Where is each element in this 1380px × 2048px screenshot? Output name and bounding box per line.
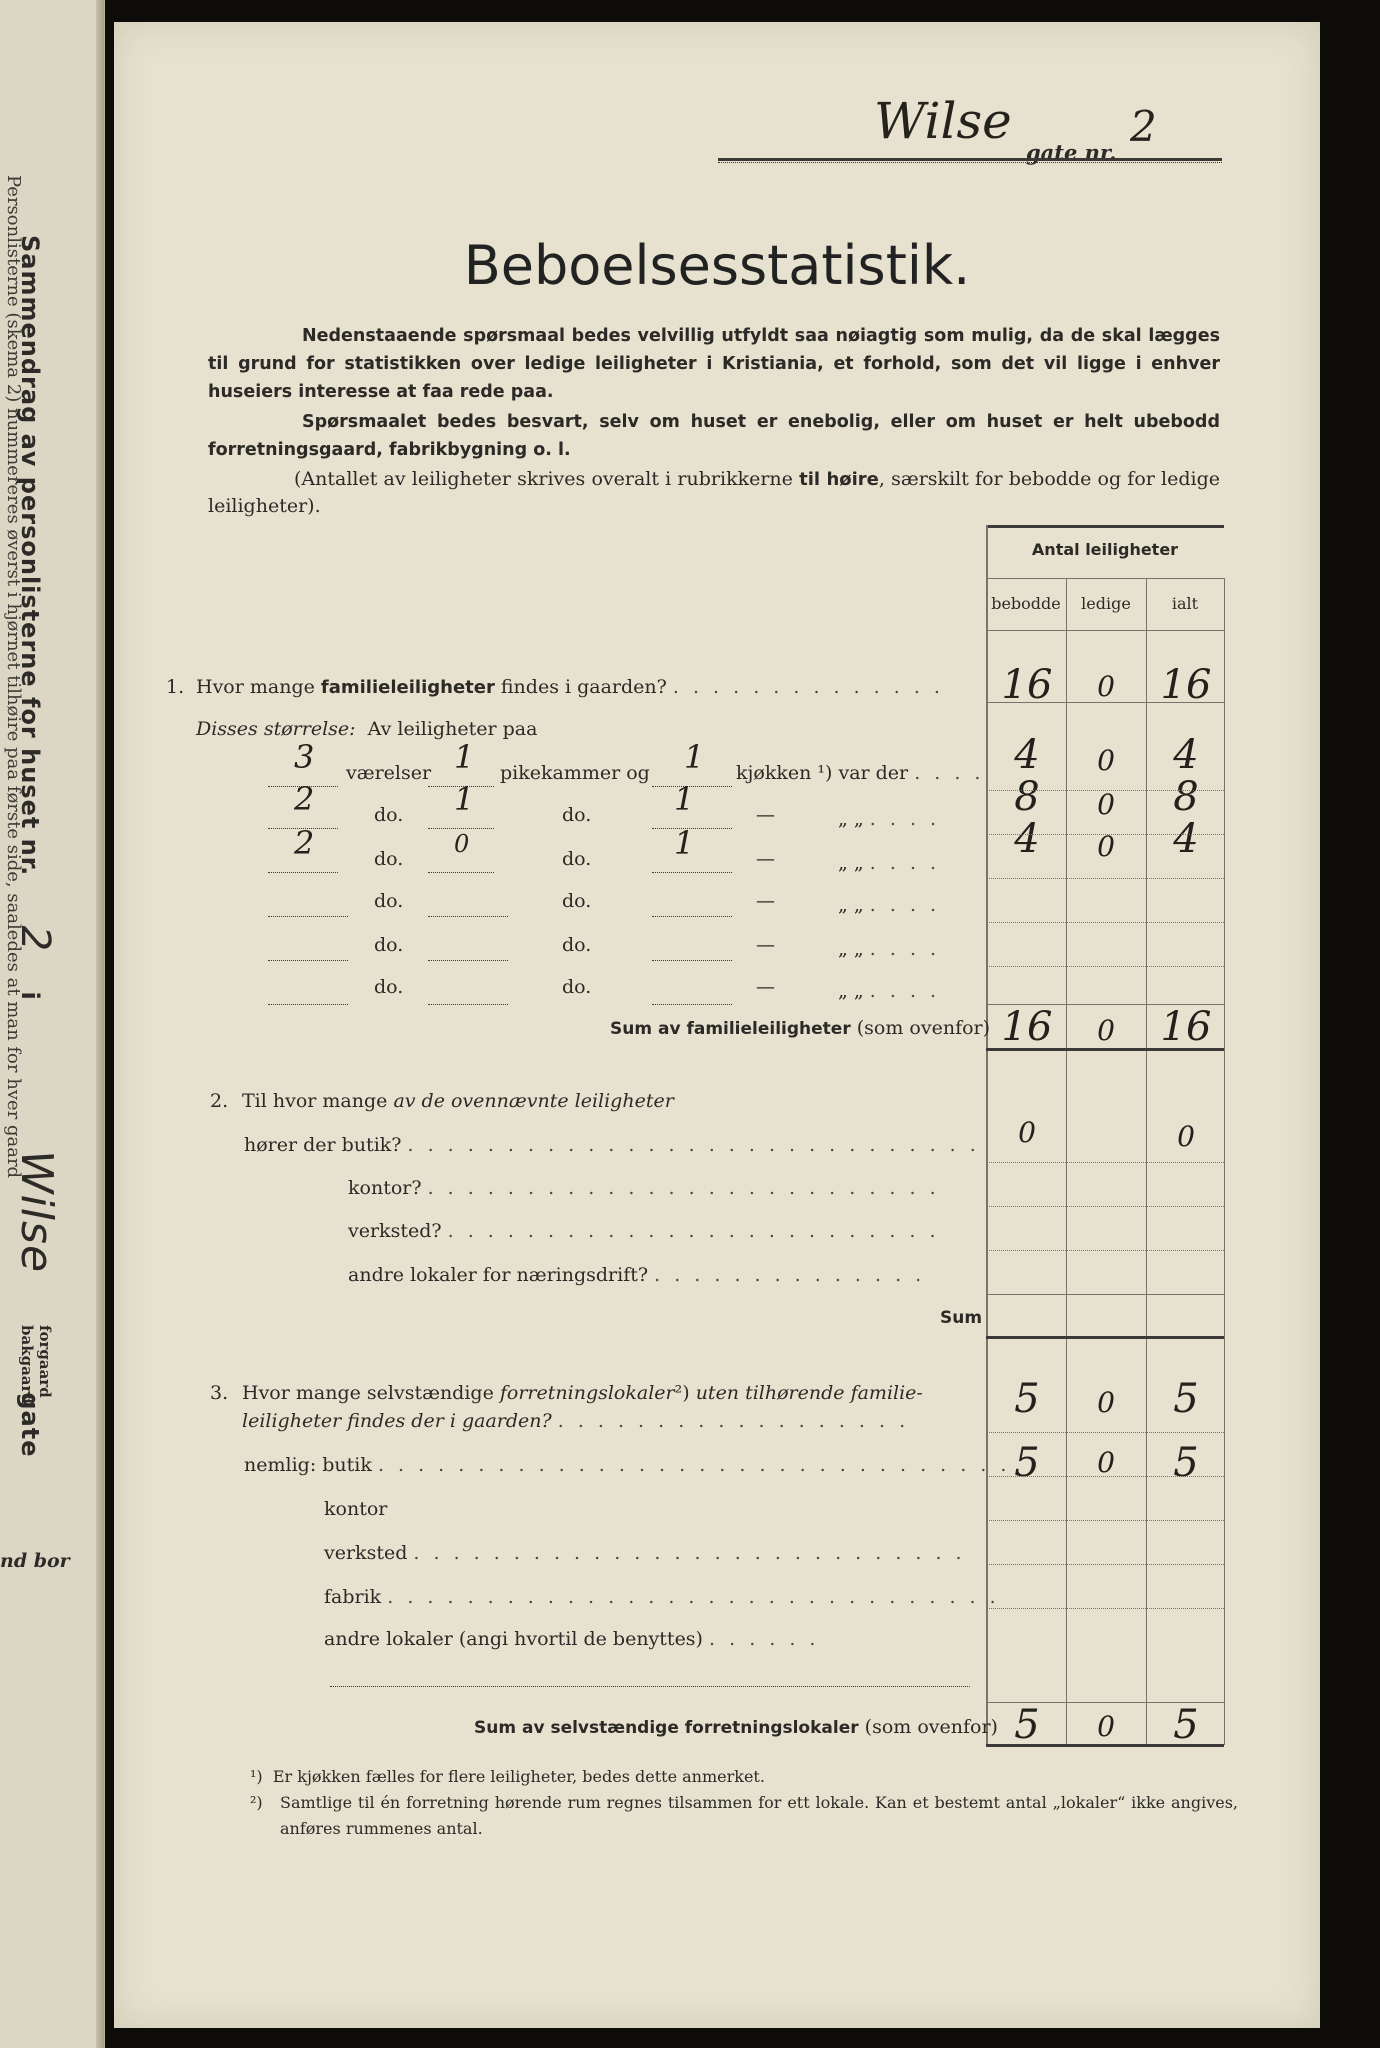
row5-do-1: do.: [374, 934, 404, 956]
row4-rooms-line: [268, 916, 348, 917]
row6-ditto: „ „ . . . .: [838, 980, 941, 1002]
row1-kitchen: 1: [684, 738, 705, 776]
row5-maid-line: [428, 960, 508, 961]
intro-paragraph-1: Nedenstaaende spørsmaal bedes velvillig utfyldt saa nøiagtig som mulig, da de skal lægges til grund for statistikken over ledige leiligheter i Kristiania, et forhold, som det vil ligge i enhver huseiers interesse at faa rede paa.: [208, 326, 1220, 402]
q2-verksted: verksted? . . . . . . . . . . . . . . . . . . . . . . . . .: [348, 1220, 940, 1242]
q2-sep-3: [986, 1250, 1224, 1251]
row5-rooms-line: [268, 960, 348, 961]
row5-dash: —: [756, 934, 775, 956]
q3-verksted: verksted . . . . . . . . . . . . . . . . . . . . . . . . . . . .: [324, 1542, 966, 1564]
q2-kontor: kontor? . . . . . . . . . . . . . . . . . . . . . . . . . .: [348, 1177, 940, 1199]
row3-ditto: „ „ . . . .: [838, 852, 941, 874]
q3-bebodde: 5: [1014, 1376, 1040, 1422]
row3-do-2: do.: [562, 848, 592, 870]
row2-do-1: do.: [374, 804, 404, 826]
row-sep-6: [986, 966, 1224, 967]
q2-butik: hører der butik? . . . . . . . . . . . . . . . . . . . . . . . . . . . . .: [244, 1134, 980, 1156]
row5-ditto: „ „ . . . .: [838, 938, 941, 960]
side-forgaard: forgaard bakgaard: [18, 1325, 54, 1404]
side-subtitle: Personlisterne (skema 2) nummereres øverst i hjørnet tilhøire paa første side, saaledes at man for hver gaard: [3, 175, 24, 1179]
q3-sep-2: [986, 1520, 1224, 1521]
row3-do-1: do.: [374, 848, 404, 870]
q2-sep-1: [986, 1162, 1224, 1163]
col-header-ledige: ledige: [1081, 594, 1131, 613]
table-subhead-rule: [986, 630, 1224, 631]
q3-blank-line: [330, 1686, 970, 1687]
row3-rooms: 2: [294, 824, 315, 862]
row1-ledige-value: 0: [1097, 744, 1115, 777]
row2-dash: —: [756, 804, 775, 826]
row4-kitchen-line: [652, 916, 732, 917]
row3-dash: —: [756, 848, 775, 870]
row3-maid-line: [428, 872, 494, 873]
q3-sep-1: [986, 1476, 1224, 1477]
q2-sum: Sum: [940, 1308, 983, 1328]
q1-size-label: Disses størrelse: Av leiligheter paa: [196, 718, 538, 740]
page-fold: [96, 0, 104, 2048]
side-bor: nd bor: [0, 1550, 70, 1572]
row3-rooms-line: [268, 872, 338, 873]
form-page: [114, 22, 1320, 2028]
row1-rooms: 3: [294, 738, 315, 776]
intro-paragraph-3: (Antallet av leiligheter skrives overalt i rubrikkerne til høire, særskilt for bebodde og for ledige leiligheter).: [208, 468, 1221, 517]
q3-sum-rule: [986, 1744, 1224, 1747]
q2-butik-bebodde: 0: [1018, 1116, 1036, 1149]
q1-sum-ledige: 0: [1097, 1014, 1115, 1047]
row1-maid: 1: [454, 738, 475, 776]
page-title: Beboelsesstatistik.: [463, 234, 971, 297]
table-head-rule: [986, 578, 1224, 579]
q3-ialt: 5: [1173, 1376, 1199, 1422]
q2-sep-4: [986, 1294, 1224, 1295]
row-sep-3: [986, 834, 1224, 835]
row5-kitchen-line: [652, 960, 732, 961]
q1-sum-label: Sum av familieleiligheter (som ovenfor): [610, 1017, 991, 1039]
q2-sum-rule: [986, 1336, 1224, 1339]
row2-rooms-line: [268, 828, 338, 829]
q1-sum-rule: [986, 1048, 1224, 1051]
q2-number: 2.: [210, 1090, 229, 1112]
q3-butik-ledige: 0: [1097, 1446, 1115, 1479]
q3-text-line2: leiligheter findes der i gaarden? . . . . . . . . . . . . . . . . . .: [242, 1410, 910, 1432]
side-title: Sammendrag av personlisterne for huset nr. 2 i Wilse gate: [11, 235, 62, 1458]
row2-ialt-value: 8: [1173, 774, 1199, 820]
row2-do-2: do.: [562, 804, 592, 826]
q1-sum-ialt: 16: [1160, 1004, 1212, 1050]
row2-ledige-value: 0: [1097, 788, 1115, 821]
left-page-strip: [0, 0, 105, 2048]
row3-ledige-value: 0: [1097, 830, 1115, 863]
row-sep-5: [986, 922, 1224, 923]
row6-dash: —: [756, 976, 775, 998]
table-top-rule: [986, 525, 1224, 528]
row2-kitchen: 1: [674, 780, 695, 818]
q3-sum-bebodde: 5: [1014, 1702, 1040, 1748]
row1-kitchen-word: kjøkken ¹) var der . . . .: [736, 762, 985, 784]
q1-text: Hvor mange familieleiligheter findes i gaarden? . . . . . . . . . . . . . .: [196, 676, 944, 698]
q3-butik-bebodde: 5: [1014, 1440, 1040, 1486]
row-sep-1: [986, 702, 1224, 703]
row1-rooms-word: værelser: [346, 762, 432, 784]
row-sep-2: [986, 790, 1224, 791]
row4-dash: —: [756, 890, 775, 912]
q1-bebodde-value: 16: [1001, 662, 1053, 708]
row6-kitchen-line: [652, 1004, 732, 1005]
row1-maid-word: pikekammer og: [500, 762, 650, 784]
q3-ledige: 0: [1097, 1386, 1115, 1419]
row3-bebodde-value: 4: [1014, 816, 1040, 862]
gate-line: [718, 158, 1222, 161]
q3-sep-3: [986, 1564, 1224, 1565]
q3-sep-4: [986, 1608, 1224, 1609]
row4-maid-line: [428, 916, 508, 917]
q3-sep-0: [986, 1432, 1224, 1433]
row6-maid-line: [428, 1004, 508, 1005]
q3-butik-ialt: 5: [1173, 1440, 1199, 1486]
nr-handwritten: 2: [1130, 102, 1157, 151]
q3-kontor: kontor: [324, 1498, 388, 1520]
q3-sum-label: Sum av selvstændige forretningslokaler (som ovenfor): [474, 1716, 998, 1738]
row6-do-1: do.: [374, 976, 404, 998]
q2-butik-ialt: 0: [1177, 1120, 1195, 1153]
row2-bebodde-value: 8: [1014, 774, 1040, 820]
row4-do-1: do.: [374, 890, 404, 912]
row6-do-2: do.: [562, 976, 592, 998]
row1-ialt-value: 4: [1173, 732, 1199, 778]
q2-text: Til hvor mange av de ovennævnte leiligheter: [242, 1090, 674, 1112]
row1-bebodde-value: 4: [1014, 732, 1040, 778]
q3-number: 3.: [210, 1382, 229, 1404]
row3-ialt-value: 4: [1173, 816, 1199, 862]
q3-nemlig-butik: nemlig: butik . . . . . . . . . . . . . . . . . . . . . . . . . . . . . . . .: [244, 1454, 1011, 1476]
footnote-1: ¹) Er kjøkken fælles for flere leiligheter, bedes dette anmerket.: [250, 1767, 765, 1786]
q2-andre: andre lokaler for næringsdrift? . . . . . . . . . . . . . .: [348, 1264, 926, 1286]
table-group-header: Antal leiligheter: [1031, 540, 1179, 559]
street-handwritten: Wilse: [874, 92, 1012, 150]
q1-ledige-value: 0: [1097, 670, 1115, 703]
row2-rooms: 2: [294, 780, 315, 818]
row4-do-2: do.: [562, 890, 592, 912]
gate-nr-label: gate nr.: [1026, 140, 1117, 165]
row2-maid-line: [428, 828, 494, 829]
row-sep-4: [986, 878, 1224, 879]
row3-kitchen-line: [652, 872, 732, 873]
intro-paragraph-2: Spørsmaalet bedes besvart, selv om huset er enebolig, eller om huset er helt ubebodd forretningsgaard, fabrikbygning o. l.: [208, 412, 1220, 460]
row2-ditto: „ „ . . . .: [838, 808, 941, 830]
row6-rooms-line: [268, 1004, 348, 1005]
col-header-bebodde: bebodde: [991, 594, 1061, 613]
q3-fabrik: fabrik . . . . . . . . . . . . . . . . . . . . . . . . . . . . . . .: [324, 1586, 1000, 1608]
row2-maid: 1: [454, 780, 475, 818]
q3-andre: andre lokaler (angi hvortil de benyttes) . . . . . .: [324, 1628, 820, 1650]
q3-sum-ledige: 0: [1097, 1710, 1115, 1743]
col-header-ialt: ialt: [1171, 594, 1199, 613]
q1-ialt-value: 16: [1160, 662, 1212, 708]
q1-number: 1.: [166, 676, 185, 698]
q3-sum-ialt: 5: [1173, 1702, 1199, 1748]
q2-sep-2: [986, 1206, 1224, 1207]
row2-kitchen-line: [652, 828, 732, 829]
row3-kitchen: 1: [674, 824, 695, 862]
q1-sum-bebodde: 16: [1001, 1004, 1053, 1050]
footnote-2: ²) Samtlige til én forretning hørende rum regnes tilsammen for ett lokale. Kan et bestemt antal „lokaler“ ikke angives, anføres rummenes antal.: [250, 1793, 1238, 1838]
row3-maid: 0: [454, 830, 470, 858]
q3-text-line1: Hvor mange selvstændige forretningslokaler²) uten tilhørende familie-: [242, 1382, 923, 1404]
row4-ditto: „ „ . . . .: [838, 894, 941, 916]
row5-do-2: do.: [562, 934, 592, 956]
